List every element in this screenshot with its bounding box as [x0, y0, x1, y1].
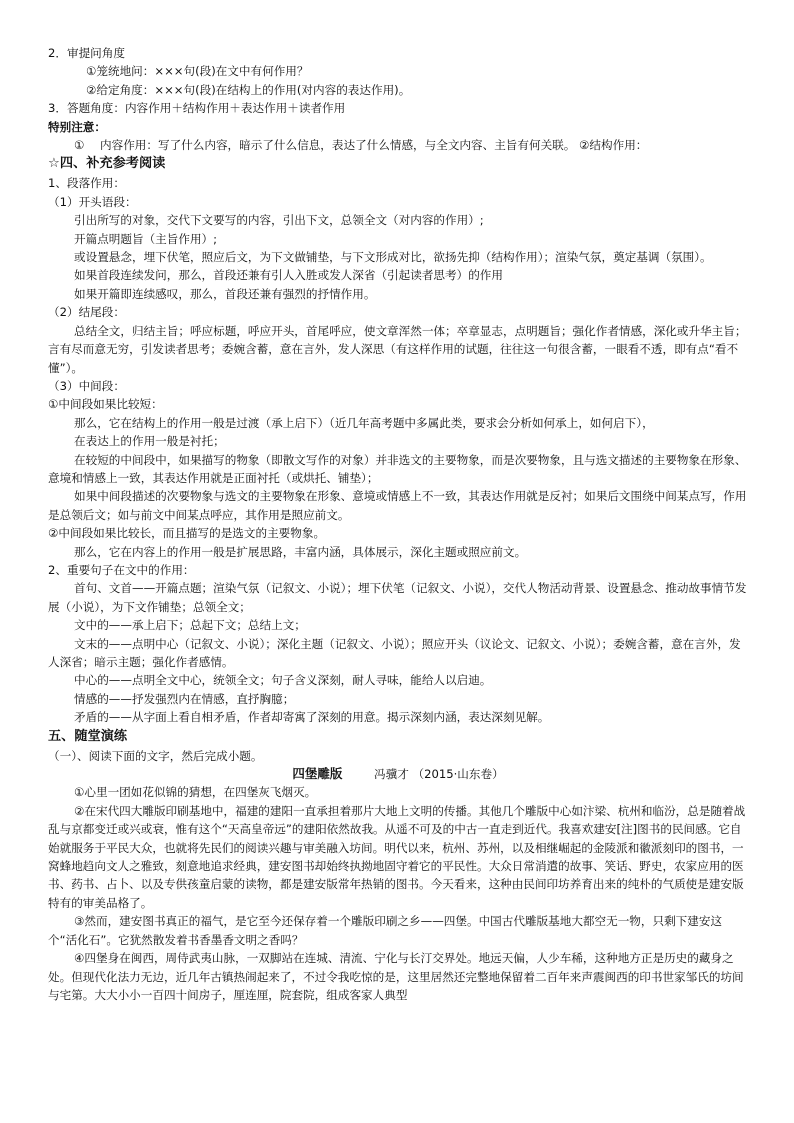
paragraph: 矛盾的——从字面上看自相矛盾，作者却寄寓了深刻的用意。揭示深刻内涵，表达深刻见解。: [74, 710, 550, 725]
paragraph: 开篇点明题旨（主旨作用）;: [74, 231, 218, 246]
paragraph: 在表达上的作用一般是衬托；: [74, 434, 225, 449]
paragraph: 如果首段连续发问，那么，首段还兼有引人入胜或发人深省（引起读者思考）的作用: [74, 268, 503, 283]
subheading: 2、重要句子在文中的作用：: [48, 562, 195, 577]
subheading: ①中间段如果比较短：: [48, 397, 163, 412]
paragraph: 如果开篇即连续感叹，那么，首段还兼有强烈的抒情作用。: [74, 286, 376, 301]
subheading: （2）结尾段：: [48, 305, 125, 320]
article-paragraph: ②在宋代四大雕版印刷基地中，福建的建阳一直承担着那片大地上文明的传播。其他几个雕版中心如汴梁、杭州和临汾，总是随着战乱与京都变迁或兴或衰，惟有这个“天高皇帝远”的建阳依然故我。从遥不可及的中古一直走到近代。我喜欢建安[注]图书的民间感。它自始就服务于平民大众，也就将先民们的阅读兴趣与审美融入坊间。明代以来，杭州、苏州，以及相继崛起的金陵派和徽派刻印的图书，一窝蜂地趋向文人之雅致，刻意地追求经典，建安图书却始终执拗地固守着它的平民性。大众日常消遣的故事、笑话、野史，农家应用的医书、药书、占卜、以及专供孩童启蒙的读物，都是建安版常年热销的图书。今天看来，这种由民间印坊养育出来的纯朴的气质使是建安版特有的审美品格了。: [48, 803, 746, 910]
section-heading-question-angle: 2．审提问角度: [48, 46, 125, 60]
article-title-row: [48, 765, 748, 783]
article-source: （2015·山东卷）: [412, 767, 504, 782]
paragraph: 或设置悬念，埋下伏笔，照应后文，为下文做铺垫，与下文形成对比，欲扬先抑（结构作用）；渲染气氛，奠定基调（氛围）。: [74, 250, 712, 265]
paragraph: 文中的——承上启下；总起下文；总结上文；: [74, 618, 306, 633]
answer-angle: 3．答题角度：内容作用＋结构作用＋表达作用＋读者作用: [48, 101, 346, 116]
paragraph: 情感的——抒发强烈内在情感，直抒胸臆；: [74, 691, 295, 706]
section-heading-practice: 五、随堂演练: [48, 728, 128, 744]
subheading: （1）开头语段：: [48, 194, 137, 209]
article-paragraph: ③然而，建安图书真正的福气，是它至今还保存着一个雕版印刷之乡——四堡。中国古代雕版基地大都空无一物，只剩下建安这个“活化石”。它犹然散发着书香墨香文明之香吗？: [48, 914, 723, 947]
paragraph: 总结全文，归结主旨；呼应标题，呼应开头，首尾呼应，使文章浑然一体；卒章显志，点明题旨；强化作者情感，深化或升华主旨；言有尽而意无穷，引发读者思考；委婉含蓄，意在言外，发人深思（有这样作用的试题，往往这一句很含蓄，一眼看不透，即有点“看不懂”）。: [48, 323, 747, 375]
paragraph: 中心的——点明全文中心，统领全文；句子含义深刻，耐人寻味，能给人以启迪。: [74, 673, 492, 688]
paragraph: 引出所写的对象，交代下文要写的内容，引出下文，总领全文（对内容的作用）;: [74, 213, 484, 228]
note-text: 内容作用：写了什么内容，暗示了什么信息，表达了什么情感，与全文内容、主旨有何关联。 ②结构作用：: [100, 138, 648, 153]
document-page: [48, 44, 748, 1004]
list-item: ①笼统地问：×××句(段)在文中有何作用？: [86, 64, 309, 79]
subheading: 1、段落作用：: [48, 176, 125, 191]
subheading: （一）、阅读下面的文字，然后完成小题。: [48, 748, 263, 763]
paragraph: 那么，它在结构上的作用一般是过渡（承上启下）（近几年高考题中多属此类，要求会分析如何承上，如何启下），: [74, 415, 654, 430]
special-note: [48, 136, 748, 154]
article-paragraph: ①心里一团如花似锦的猜想，在四堡灰飞烟灭。: [74, 785, 317, 800]
paragraph: 在较短的中间段中，如果描写的物象（即散文写作的对象）并非选文的主要物象，而是次要物象，且与选文描述的主要物象在形象、意境和情感上一致，其表达作用就是正面衬托（或烘托、铺垫）；: [48, 452, 747, 485]
special-note-heading: 特别注意：: [48, 119, 106, 134]
paragraph: 那么，它在内容上的作用一般是扩展思路，丰富内涵，具体展示，深化主题或照应前文。: [74, 544, 527, 559]
note-number: ①: [74, 138, 85, 153]
subheading: （3）中间段：: [48, 378, 125, 393]
article-paragraph: ④四堡身在闽西，周侍武夷山脉，一双脚站在连城、清流、宁化与长汀交界处。地远天偏，人少车稀，这种地方正是历史的藏身之处。但现代化法力无边，近几年古镇热闹起来了，不过令我吃惊的是，这里居然还完整地保留着二百年来声震闽西的印书世家邹氏的坊间与宅第。大大小小一百四十间房子，厘连厘，院套院，组成客家人典型: [48, 951, 744, 1002]
article-title: 四堡雕版: [292, 766, 343, 782]
paragraph: 文末的——点明中心（记叙文、小说）；深化主题（记叙文、小说）；照应开头（议论文、记叙文、小说）；委婉含蓄，意在言外，发人深省；暗示主题；强化作者感情。: [48, 636, 741, 669]
paragraph: 首句、文首——开篇点题；渲染气氛（记叙文、小说）；埋下伏笔（记叙文、小说），交代人物活动背景、设置悬念、推动故事情节发展（小说），为下文作铺垫；总领全文；: [48, 581, 747, 614]
list-item: ②给定角度：×××句(段)在结构上的作用(对内容的表达作用)。: [86, 82, 411, 97]
article-author: 冯骥才: [374, 767, 409, 782]
paragraph: 如果中间段描述的次要物象与选文的主要物象在形象、意境或情感上不一致，其表达作用就是反衬；如果后文围绕中间某点写，作用是总领后文；如与前文中间某点呼应，其作用是照应前文。: [48, 489, 747, 522]
section-heading-supplementary-reading: ☆四、补充参考阅读: [48, 156, 166, 172]
subheading: ②中间段如果比较长，而且描写的是选文的主要物象。: [48, 526, 326, 541]
